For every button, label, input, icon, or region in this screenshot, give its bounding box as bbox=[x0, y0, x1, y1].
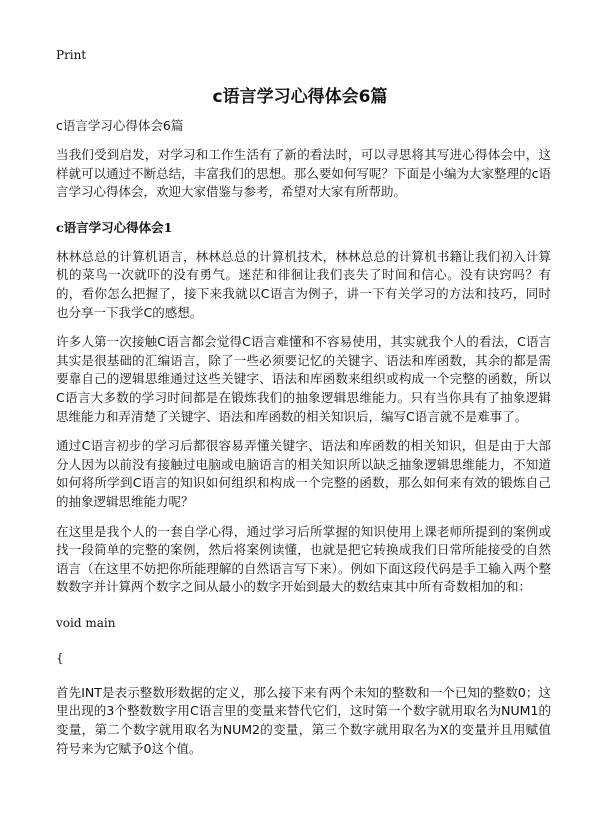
print-link[interactable]: Print bbox=[56, 48, 87, 62]
body-paragraph: 首先INT是表示整数形数据的定义，那么接下来有两个未知的整数和一个已知的整数0；这里出现的3个整数数字用C语言里的变量来替代它们，这时第一个数字就用取名为NUM1的变量，第二个数字就用取名为NUM2的变量，第三个数字就用取名为X的变量并且用赋值符号来为它赋予0这个值。 bbox=[56, 684, 551, 756]
body-paragraph: 许多人第一次接触C语言都会觉得C语言难懂和不容易使用，其实就我个人的看法，C语言其实是很基础的汇编语言，除了一些必须要记忆的关键字、语法和库函数，其余的都是需要靠自己的逻辑思维通过这些关键字、语法和库函数来组织或构成一个完整的函数，所以C语言大多数的学习时间都是在锻炼我们的抽象逻辑思维能力。只有当你具有了抽象逻辑思维能力和弄清楚了关键字、语法和库函数的相关知识后，编写C语言就不是难事了。 bbox=[56, 334, 551, 424]
body-paragraph: 通过C语言初步的学习后都很容易弄懂关键字、语法和库函数的相关知识，但是由于大部分人因为以前没有接触过电脑或电脑语言的相关知识所以缺乏抽象逻辑思维能力，不知道如何将所学到C语言的知识如何组织和构成一个完整的函数，那么如何来有效的锻炼自己的抽象逻辑思维能力呢？ bbox=[56, 438, 551, 509]
page-title: c语言学习心得体会6篇 bbox=[212, 87, 388, 107]
body-paragraph: 林林总总的计算机语言，林林总总的计算机技术，林林总总的计算机书籍让我们初入计算机的菜鸟一次就吓的没有勇气。迷茫和徘徊让我们丧失了时间和信心。没有诀窍吗？有的，看你怎么把握了，接下来我就以C语言为例子，讲一下有关学习的方法和技巧，同时也分享一下我学C的感想。 bbox=[56, 248, 551, 320]
document-subtitle: c语言学习心得体会6篇 bbox=[56, 118, 184, 133]
intro-paragraph: 当我们受到启发，对学习和工作生活有了新的看法时，可以寻思将其写进心得体会中，这样就可以通过不断总结，丰富我们的思想。那么要如何写呢？下面是小编为大家整理的c语言学习心得体会，欢迎大家借鉴与参考，希望对大家有所帮助。 bbox=[56, 147, 551, 200]
body-paragraph: 在这里是我个人的一套自学心得，通过学习后所掌握的知识使用上课老师所提到的案例或找一段简单的完整的案例，然后将案例读懂，也就是把它转换成我们日常所能接受的自然语言（在这里不妨把你所能理解的自然语言写下来）。例如下面这段代码是手工输入两个整数数字并计算两个数字之间从最小的数字开始到最大的数结束其中所有奇数相加的和： bbox=[56, 523, 551, 595]
document-body bbox=[56, 117, 551, 758]
code-line: void main bbox=[56, 615, 116, 630]
section-heading: c语言学习心得体会1 bbox=[56, 219, 173, 235]
code-line: { bbox=[56, 650, 64, 665]
